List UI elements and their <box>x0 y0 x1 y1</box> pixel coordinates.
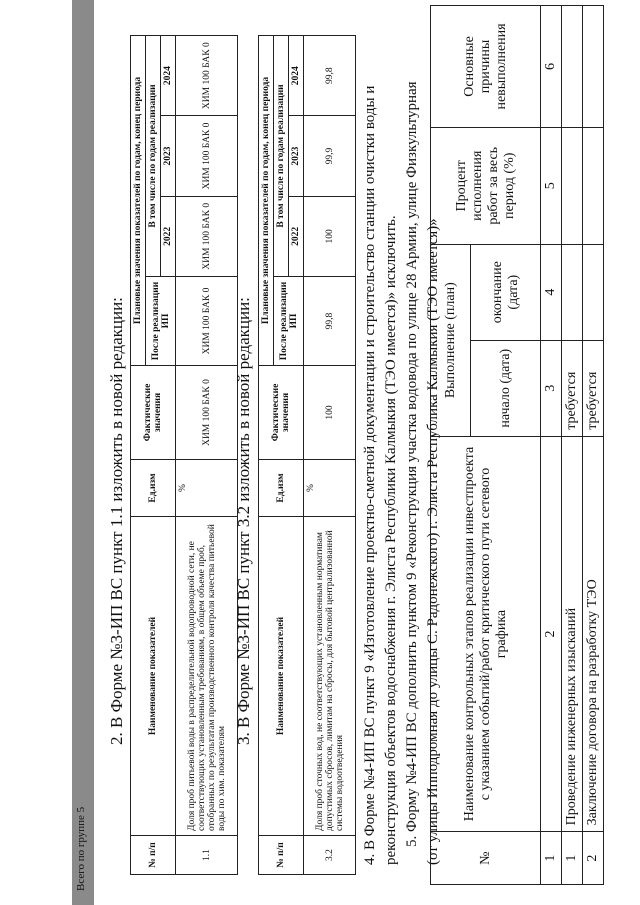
col-y1: 2022 <box>289 196 304 276</box>
col-num: № п/п <box>131 836 176 875</box>
col-actual: Фактические значения <box>259 366 304 460</box>
milestones-table <box>430 5 604 885</box>
p4-line2: реконструкция объектов водоснабжения г. Элиста Республики Калмыкия (ТЭО имеется)» исключить. <box>383 215 399 865</box>
row-name: Заключение договора на разработку ТЭО <box>583 436 604 832</box>
col-unit: Ед.изм <box>131 460 176 517</box>
row-percent <box>583 127 604 244</box>
row-y1: ХИМ 100 БАК 0 <box>176 196 238 276</box>
row-num: 3.2 <box>304 836 356 875</box>
col-reasons: Основные причины невыполнения <box>431 6 541 128</box>
row-num: 2 <box>583 832 604 885</box>
row-name: Доля проб питьевой воды в распределительной водопроводной сети, не соответствующих установленным требованиям, в общем объеме проб, отобранных по результатам производственного контроля качества питьевой воды по хим. показателям <box>176 517 238 836</box>
col-after: После реализации ИП <box>274 277 304 366</box>
col-start: начало (дата) <box>471 340 541 436</box>
p5-line1: 5. Форму №4-ИП ВС дополнить пунктом 9 «Реконструкция участка водовода по улице 28 Армии, улице Физкультурная <box>404 81 420 847</box>
col-end: окончание (дата) <box>471 244 541 340</box>
row-y1: 100 <box>304 196 356 276</box>
row-y3: ХИМ 100 БАК 0 <box>176 36 238 116</box>
col-num: № п/п <box>259 836 304 875</box>
col-actual: Фактические значения <box>131 366 176 460</box>
section2-title: 2. В Форме №3-ИП ВС пункт 1.1 изложить в новой редакции: <box>107 297 126 745</box>
col-y2: 2023 <box>289 116 304 196</box>
p4-line1: 4. В Форме №4-ИП ВС пункт 9 «Изготовление проектно-сметной документации и строительство станции очистки воды и <box>362 85 378 865</box>
row-after: ХИМ 100 БАК 0 <box>176 277 238 366</box>
table-row <box>562 6 583 885</box>
section2-table <box>130 35 238 875</box>
row-percent <box>562 127 583 244</box>
section3-table <box>258 35 356 875</box>
col-y1: 2022 <box>161 196 176 276</box>
row-actual: ХИМ 100 БАК 0 <box>176 366 238 460</box>
row-start: требуется <box>583 340 604 436</box>
row-name: Проведение инженерных изысканий <box>562 436 583 832</box>
row-reasons <box>562 6 583 128</box>
col-planned: Плановые значения показателей по годам, конец периода <box>131 36 146 366</box>
p5-line2: (от улицы Ипподромная до улицы С. Радонежского) г. Элиста Республика Калмыкия (ТЭО имеется)» <box>425 218 441 865</box>
paragraph-4 <box>360 5 402 865</box>
col-name: Наименование показателей <box>259 517 304 836</box>
row-y2: 99,9 <box>304 116 356 196</box>
index-cell-6: 6 <box>541 6 562 128</box>
row-after: 99,8 <box>304 277 356 366</box>
index-cell-5: 5 <box>541 127 562 244</box>
row-reasons <box>583 6 604 128</box>
index-cell-2: 2 <box>541 436 562 832</box>
col-y2: 2023 <box>161 116 176 196</box>
col-y3: 2024 <box>161 36 176 116</box>
col-percent: Процент исполнения работ за весь период (%) <box>431 127 541 244</box>
col-name: Наименование контрольных этапов реализации инвестпроекта с указанием событий/работ критического пути сетевого графика <box>431 436 541 832</box>
row-end <box>562 244 583 340</box>
row-y3: 99,8 <box>304 36 356 116</box>
row-start: требуется <box>562 340 583 436</box>
row-unit: % <box>304 460 356 517</box>
row-end <box>583 244 604 340</box>
row-num: 1.1 <box>176 836 238 875</box>
col-planned: Плановые значения показателей по годам, конец периода <box>259 36 274 366</box>
row-y2: ХИМ 100 БАК 0 <box>176 116 238 196</box>
row-actual: 100 <box>304 366 356 460</box>
col-execution: Выполнение (план) <box>431 244 471 436</box>
col-num: № <box>431 832 541 885</box>
col-after: После реализации ИП <box>146 277 176 366</box>
col-name: Наименование показателей <box>131 517 176 836</box>
col-y3: 2024 <box>289 36 304 116</box>
col-by-years: В том числе по годам реализации <box>146 36 161 277</box>
top-gray-bar <box>72 0 94 905</box>
row-name: Доля проб сточных вод, не соответствующих установленным нормативам допустимых сбросов, лимитам на сбросы, для бытовой централизованной системы водоотведения <box>304 517 356 836</box>
index-cell-1: 1 <box>541 832 562 885</box>
table-row <box>583 6 604 885</box>
row-unit: % <box>176 460 238 517</box>
top-bar-text: Всего по группе 5 <box>75 806 87 891</box>
section3-title: 3. В Форме №3-ИП ВС пункт 3.2 изложить в новой редакции: <box>234 297 253 745</box>
row-num: 1 <box>562 832 583 885</box>
col-unit: Ед.изм <box>259 460 304 517</box>
index-cell-3: 3 <box>541 340 562 436</box>
col-by-years: В том числе по годам реализации <box>274 36 289 277</box>
index-cell-4: 4 <box>541 244 562 340</box>
